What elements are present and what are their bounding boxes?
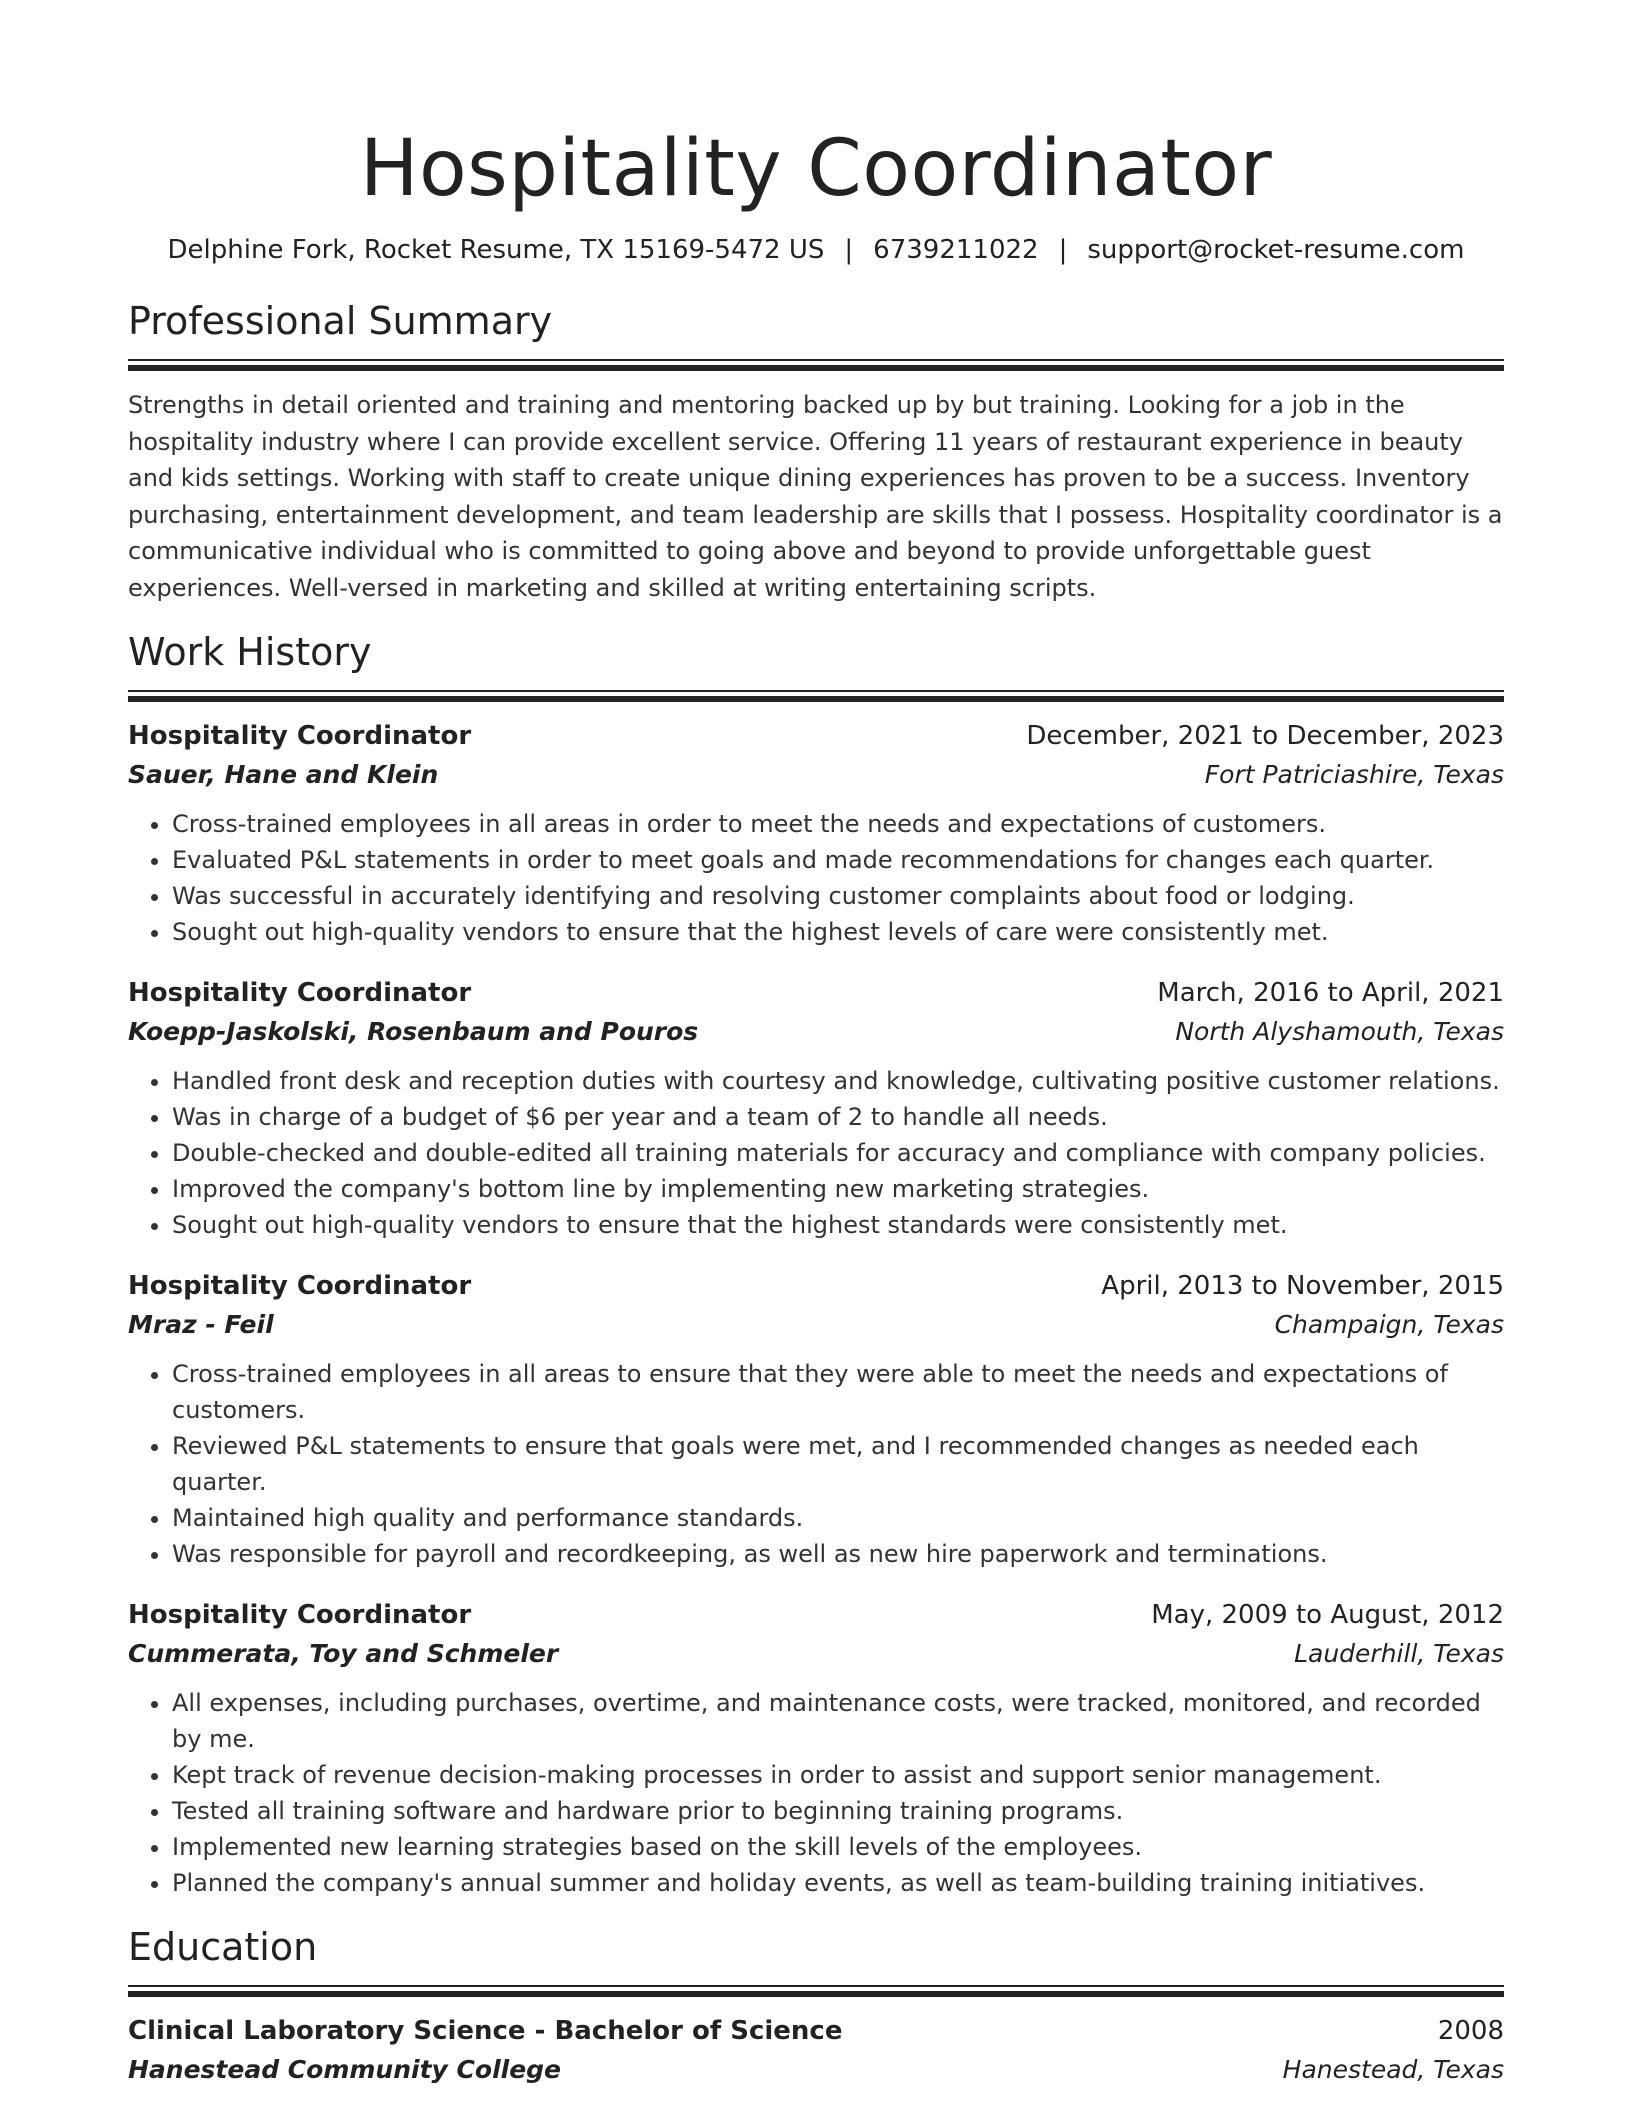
- job-bullet: • Was successful in accurately identifying and resolving customer complaints about food or lodging.: [172, 878, 1504, 914]
- resume-name-heading: Hospitality Coordinator: [359, 124, 1273, 214]
- job-bullet: • Cross-trained employees in all areas in order to meet the needs and expectations of customers.: [172, 806, 1504, 842]
- education-degree: Clinical Laboratory Science - Bachelor of Science: [128, 2016, 843, 2046]
- job-company: Sauer, Hane and Klein: [128, 760, 439, 789]
- job-bullet-list: [128, 1063, 1504, 1243]
- contact-email: support@rocket-resume.com: [1087, 235, 1465, 265]
- job-dates: December, 2021 to December, 2023: [1026, 721, 1504, 751]
- job-company: Mraz - Feil: [128, 1310, 274, 1339]
- section-divider: [128, 690, 1504, 702]
- job-bullet: • Planned the company's annual summer and holiday events, as well as team-building training initiatives.: [172, 1865, 1504, 1901]
- section-title-education: Education: [128, 1925, 318, 1969]
- job-company: Koepp-Jaskolski, Rosenbaum and Pouros: [128, 1017, 699, 1046]
- education-year: 2008: [1437, 2016, 1504, 2046]
- job-entry: [128, 973, 1504, 1243]
- job-title: Hospitality Coordinator: [128, 721, 472, 751]
- job-bullet: • Was in charge of a budget of $6 per year and a team of 2 to handle all needs.: [172, 1099, 1504, 1135]
- job-bullet-list: [128, 806, 1504, 950]
- job-bullet: • Improved the company's bottom line by implementing new marketing strategies.: [172, 1171, 1504, 1207]
- job-bullet: • Was responsible for payroll and recordkeeping, as well as new hire paperwork and terminations.: [172, 1536, 1504, 1572]
- job-company-row: [128, 1635, 1504, 1673]
- job-location: Champaign, Texas: [1274, 1310, 1504, 1339]
- job-bullet: • Tested all training software and hardware prior to beginning training programs.: [172, 1793, 1504, 1829]
- job-company-row: [128, 1013, 1504, 1051]
- job-entry: [128, 716, 1504, 950]
- job-header-row: [128, 1266, 1504, 1306]
- job-title: Hospitality Coordinator: [128, 978, 472, 1008]
- section-divider: [128, 359, 1504, 371]
- job-bullet: • Sought out high-quality vendors to ensure that the highest levels of care were consistently met.: [172, 914, 1504, 950]
- job-dates: April, 2013 to November, 2015: [1101, 1271, 1504, 1301]
- contact-separator: |: [1058, 235, 1068, 265]
- job-bullet: • Implemented new learning strategies based on the skill levels of the employees.: [172, 1829, 1504, 1865]
- job-dates: May, 2009 to August, 2012: [1151, 1600, 1504, 1630]
- education-location: Hanestead, Texas: [1282, 2055, 1504, 2084]
- education-header-row: [128, 2011, 1504, 2051]
- job-bullet: • Evaluated P&L statements in order to meet goals and made recommendations for changes each quarter.: [172, 842, 1504, 878]
- summary-section: [128, 297, 1504, 606]
- education-entry: [128, 2011, 1504, 2089]
- resume-page: [128, 0, 1504, 2089]
- education-section: [128, 1923, 1504, 2089]
- job-title: Hospitality Coordinator: [128, 1600, 472, 1630]
- contact-line: [128, 232, 1504, 268]
- job-bullet-list: [128, 1356, 1504, 1572]
- job-header-row: [128, 716, 1504, 756]
- job-entry: [128, 1266, 1504, 1572]
- job-entry: [128, 1595, 1504, 1901]
- contact-phone: 6739211022: [873, 235, 1039, 265]
- job-title: Hospitality Coordinator: [128, 1271, 472, 1301]
- section-title-summary: Professional Summary: [128, 299, 553, 343]
- work-history-section: [128, 628, 1504, 1901]
- job-bullet: • Maintained high quality and performance standards.: [172, 1500, 1504, 1536]
- section-title-work-history: Work History: [128, 630, 372, 674]
- job-bullet: • Kept track of revenue decision-making processes in order to assist and support senior management.: [172, 1757, 1504, 1793]
- contact-separator: |: [844, 235, 854, 265]
- job-bullet: • Double-checked and double-edited all training materials for accuracy and compliance with company policies.: [172, 1135, 1504, 1171]
- job-bullet: • All expenses, including purchases, overtime, and maintenance costs, were tracked, monitored, and recorded by me.: [172, 1685, 1504, 1757]
- job-location: Fort Patriciashire, Texas: [1204, 760, 1504, 789]
- summary-text: Strengths in detail oriented and training and mentoring backed up by but training. Looking for a job in the hospitality industry where I can provide excellent service. Offering 11 years of restaurant experience in beauty and kids settings. Working with staff to create unique dining experiences has proven to be a success. Inventory purchasing, entertainment development, and team leadership are skills that I possess. Hospitality coordinator is a communicative individual who is committed to going above and beyond to provide unforgettable guest experiences. Well-versed in marketing and skilled at writing entertaining scripts.: [128, 391, 1503, 602]
- section-divider: [128, 1985, 1504, 1997]
- education-school-row: [128, 2051, 1504, 2089]
- job-bullet: • Reviewed P&L statements to ensure that goals were met, and I recommended changes as needed each quarter.: [172, 1428, 1504, 1500]
- job-dates: March, 2016 to April, 2021: [1157, 978, 1504, 1008]
- job-bullet: • Sought out high-quality vendors to ensure that the highest standards were consistently met.: [172, 1207, 1504, 1243]
- job-header-row: [128, 1595, 1504, 1635]
- education-school: Hanestead Community College: [128, 2055, 562, 2084]
- contact-address: Delphine Fork, Rocket Resume, TX 15169-5472 US: [167, 235, 825, 265]
- job-company-row: [128, 756, 1504, 794]
- job-company: Cummerata, Toy and Schmeler: [128, 1639, 559, 1668]
- job-location: North Alyshamouth, Texas: [1175, 1017, 1504, 1046]
- job-bullet: • Handled front desk and reception duties with courtesy and knowledge, cultivating positive customer relations.: [172, 1063, 1504, 1099]
- job-company-row: [128, 1306, 1504, 1344]
- job-bullet-list: [128, 1685, 1504, 1901]
- job-bullet: • Cross-trained employees in all areas to ensure that they were able to meet the needs and expectations of customers.: [172, 1356, 1504, 1428]
- job-location: Lauderhill, Texas: [1294, 1639, 1504, 1668]
- job-header-row: [128, 973, 1504, 1013]
